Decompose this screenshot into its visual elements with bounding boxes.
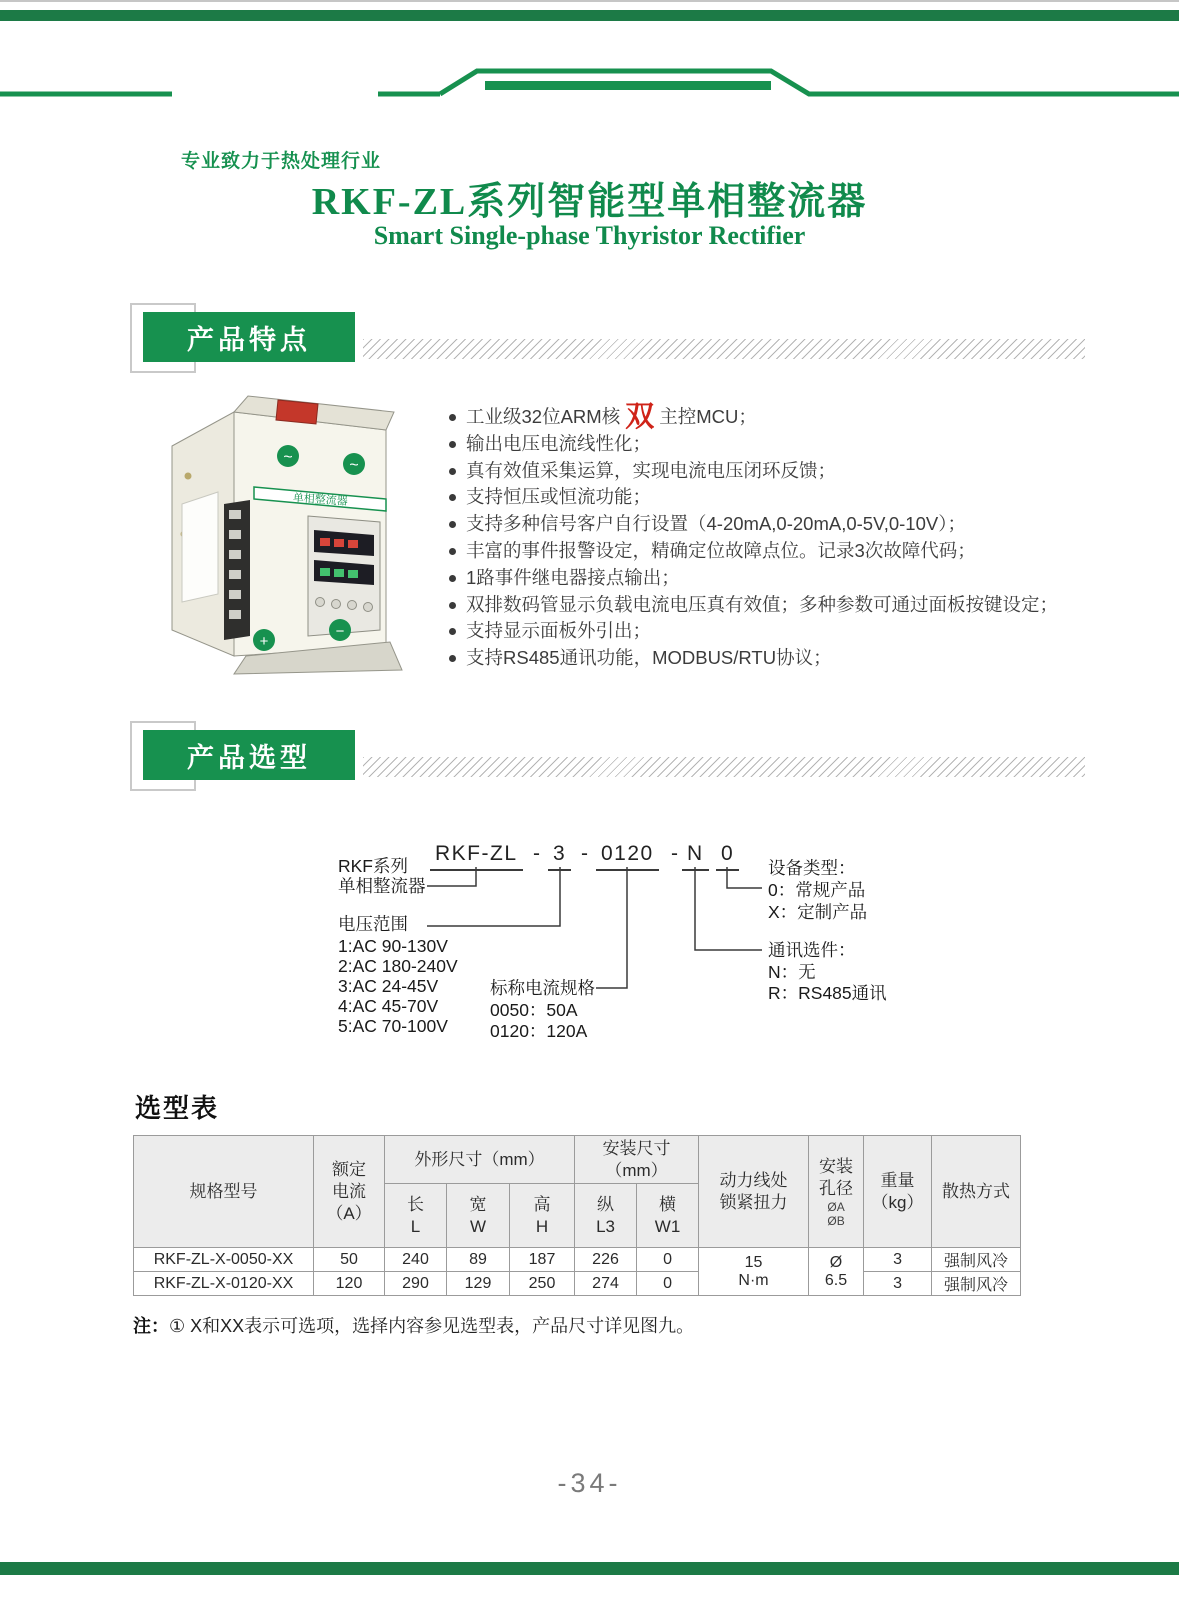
header-line: 高	[533, 1194, 551, 1214]
header-line: 纵	[597, 1194, 615, 1214]
header-line: 锁紧扭力	[719, 1192, 788, 1212]
svg-text:+: +	[259, 633, 269, 650]
footnote-text: ① X和XX表示可选项，选择内容参见选型表，产品尺寸详见图九。	[169, 1316, 695, 1336]
current-option: 0050：50A	[490, 1000, 578, 1020]
top-connector	[276, 400, 318, 424]
series-label: RKF系列	[338, 856, 408, 876]
header-line: （kg）	[871, 1192, 924, 1212]
col-group-mounting	[575, 1136, 699, 1184]
comm-option: R：RS485通讯	[768, 983, 887, 1003]
cell-weight: 3	[864, 1272, 932, 1296]
feature-item	[447, 401, 1058, 433]
bottom-green-bar	[0, 1562, 1179, 1575]
header-line: 安装	[819, 1156, 854, 1176]
feature-text: 丰富的事件报警设定，精确定位故障点位。记录3次故障代码；	[466, 539, 976, 561]
cell-cooling: 强制风冷	[932, 1272, 1021, 1296]
cell-length: 290	[385, 1272, 447, 1296]
cell-length: 240	[385, 1248, 447, 1272]
svg-text:~: ~	[349, 457, 359, 474]
cell-vertical: 274	[575, 1272, 637, 1296]
current-option: 0120：120A	[490, 1021, 588, 1041]
code-dash: -	[671, 842, 680, 865]
voltage-option: 3:AC 24-45V	[338, 976, 439, 996]
cell-height: 187	[510, 1248, 575, 1272]
feature-text: 1路事件继电器接点输出；	[466, 566, 680, 588]
cell-line: N·m	[738, 1271, 769, 1289]
cell-model: RKF-ZL-X-0050-XX	[134, 1248, 314, 1272]
cell-current: 50	[314, 1248, 385, 1272]
page-top-border	[0, 0, 1179, 2]
device-option: 0：常规产品	[768, 880, 866, 900]
col-header-torque	[699, 1136, 809, 1248]
header-rule-lines	[0, 60, 1179, 120]
header-line: （mm）	[605, 1160, 668, 1180]
code-segment-series: RKF-ZL	[430, 842, 523, 871]
cell-width: 89	[447, 1248, 510, 1272]
feature-highlight: 双	[625, 401, 655, 433]
hatch-decoration	[363, 757, 1085, 777]
cell-width: 129	[447, 1272, 510, 1296]
feature-item	[447, 592, 1058, 619]
col-group-dimensions: 外形尺寸（mm）	[385, 1136, 575, 1184]
feature-item	[447, 645, 1058, 672]
section-title-selection: 产品选型	[143, 730, 355, 780]
table-title: 选型表	[135, 1093, 220, 1123]
header-line: W1	[654, 1216, 681, 1236]
voltage-option: 5:AC 70-100V	[338, 1016, 448, 1036]
header-line: ØB	[827, 1213, 845, 1228]
feature-item	[447, 618, 1058, 645]
header-line: 长	[407, 1194, 424, 1214]
device-label: 设备类型：	[768, 858, 856, 878]
selection-table	[133, 1135, 1021, 1296]
cell-horizontal: 0	[637, 1248, 699, 1272]
code-segment-current: 0120	[596, 842, 659, 871]
header-line: 横	[659, 1194, 677, 1214]
product-photo	[158, 384, 404, 676]
cell-hole	[809, 1248, 864, 1296]
col-header-horizontal	[637, 1184, 699, 1248]
spec-label	[182, 492, 218, 602]
cell-cooling: 强制风冷	[932, 1248, 1021, 1272]
header-line: L	[410, 1216, 421, 1236]
col-header-hole	[809, 1136, 864, 1248]
cell-horizontal: 0	[637, 1272, 699, 1296]
header-line: L3	[596, 1216, 615, 1236]
code-segment-device: 0	[716, 842, 739, 871]
header-line: 宽	[469, 1194, 487, 1214]
page-number: -34-	[557, 1468, 622, 1498]
feature-text: 主控MCU；	[659, 406, 757, 427]
voltage-label: 电压范围	[338, 914, 408, 934]
comm-label: 通讯选件：	[768, 940, 856, 960]
header-line: H	[535, 1216, 549, 1236]
col-header-length	[385, 1184, 447, 1248]
device-option: X：定制产品	[768, 902, 868, 922]
col-header-vertical	[575, 1184, 637, 1248]
svg-text:~: ~	[283, 449, 293, 466]
feature-text: 支持恒压或恒流功能；	[466, 486, 652, 508]
header-line: 孔径	[819, 1178, 854, 1198]
model-code-diagram	[330, 816, 990, 1076]
voltage-option: 2:AC 180-240V	[338, 956, 458, 976]
table-row	[134, 1248, 1021, 1272]
hatch-decoration	[363, 339, 1085, 359]
cell-torque	[699, 1248, 809, 1296]
col-header-model: 规格型号	[134, 1136, 314, 1248]
feature-item	[447, 511, 1058, 538]
voltage-option: 4:AC 45-70V	[338, 996, 439, 1016]
header-line: （A）	[326, 1203, 372, 1223]
header-line: 安装尺寸	[602, 1138, 671, 1158]
footnote-label: 注：	[133, 1316, 169, 1336]
cell-line: 6.5	[824, 1271, 848, 1289]
header-line: 电流	[332, 1181, 366, 1201]
header-line: 重量	[880, 1170, 915, 1190]
feature-text: 真有效值采集运算，实现电流电压闭环反馈；	[466, 459, 837, 481]
top-green-bar	[0, 10, 1179, 21]
col-header-cooling: 散热方式	[932, 1136, 1021, 1248]
cell-height: 250	[510, 1272, 575, 1296]
section-header-features	[143, 312, 1103, 382]
section-title-features: 产品特点	[143, 312, 355, 362]
feature-item	[447, 431, 1058, 458]
col-header-height	[510, 1184, 575, 1248]
product-title-en: Smart Single-phase Thyristor Rectifier	[373, 221, 806, 250]
series-label: 单相整流器	[338, 876, 426, 896]
cell-line: Ø	[829, 1253, 843, 1271]
cell-weight: 3	[864, 1248, 932, 1272]
feature-text: 支持多种信号客户自行设置（4-20mA,0-20mA,0-5V,0-10V）；	[466, 513, 966, 535]
code-segment-comm: N	[682, 842, 709, 871]
header-rule	[0, 60, 1179, 172]
cell-current: 120	[314, 1272, 385, 1296]
code-dash: -	[581, 842, 590, 865]
front-banner-text: 单相整流器	[292, 492, 349, 508]
col-header-weight	[864, 1136, 932, 1248]
cell-line: 15	[744, 1253, 763, 1271]
header-line: W	[469, 1216, 487, 1236]
product-title-cn: RKF-ZL系列智能型单相整流器	[311, 181, 868, 223]
header-line: 动力线处	[719, 1170, 788, 1190]
feature-text: 工业级32位ARM核	[466, 406, 621, 427]
header-line: ØA	[827, 1199, 845, 1214]
cell-model: RKF-ZL-X-0120-XX	[134, 1272, 314, 1296]
feature-item	[447, 458, 1058, 485]
current-label: 标称电流规格	[490, 978, 595, 998]
section-header-selection	[143, 730, 1103, 800]
col-header-current	[314, 1136, 385, 1248]
feature-item	[447, 565, 1058, 592]
voltage-option: 1:AC 90-130V	[338, 936, 448, 956]
code-segment-voltage: 3	[548, 842, 571, 871]
header-line: 额定	[332, 1159, 366, 1179]
features-list	[447, 401, 1059, 672]
feature-text: 支持RS485通讯功能，MODBUS/RTU协议；	[466, 647, 832, 669]
code-dash: -	[533, 842, 542, 865]
comm-option: N：无	[768, 962, 816, 982]
footnote	[133, 1312, 694, 1338]
feature-text: 输出电压电流线性化；	[466, 432, 652, 454]
svg-text:−: −	[335, 623, 345, 640]
table-row	[134, 1272, 1021, 1296]
cell-vertical: 226	[575, 1248, 637, 1272]
feature-text: 双排数码管显示负载电流电压真有效值；多种参数可通过面板按键设定；	[466, 593, 1059, 615]
feature-item	[447, 538, 1058, 565]
feature-item	[447, 484, 1058, 511]
feature-text: 支持显示面板外引出；	[466, 620, 652, 642]
col-header-width	[447, 1184, 510, 1248]
company-tagline: 专业致力于热处理行业	[181, 151, 382, 172]
